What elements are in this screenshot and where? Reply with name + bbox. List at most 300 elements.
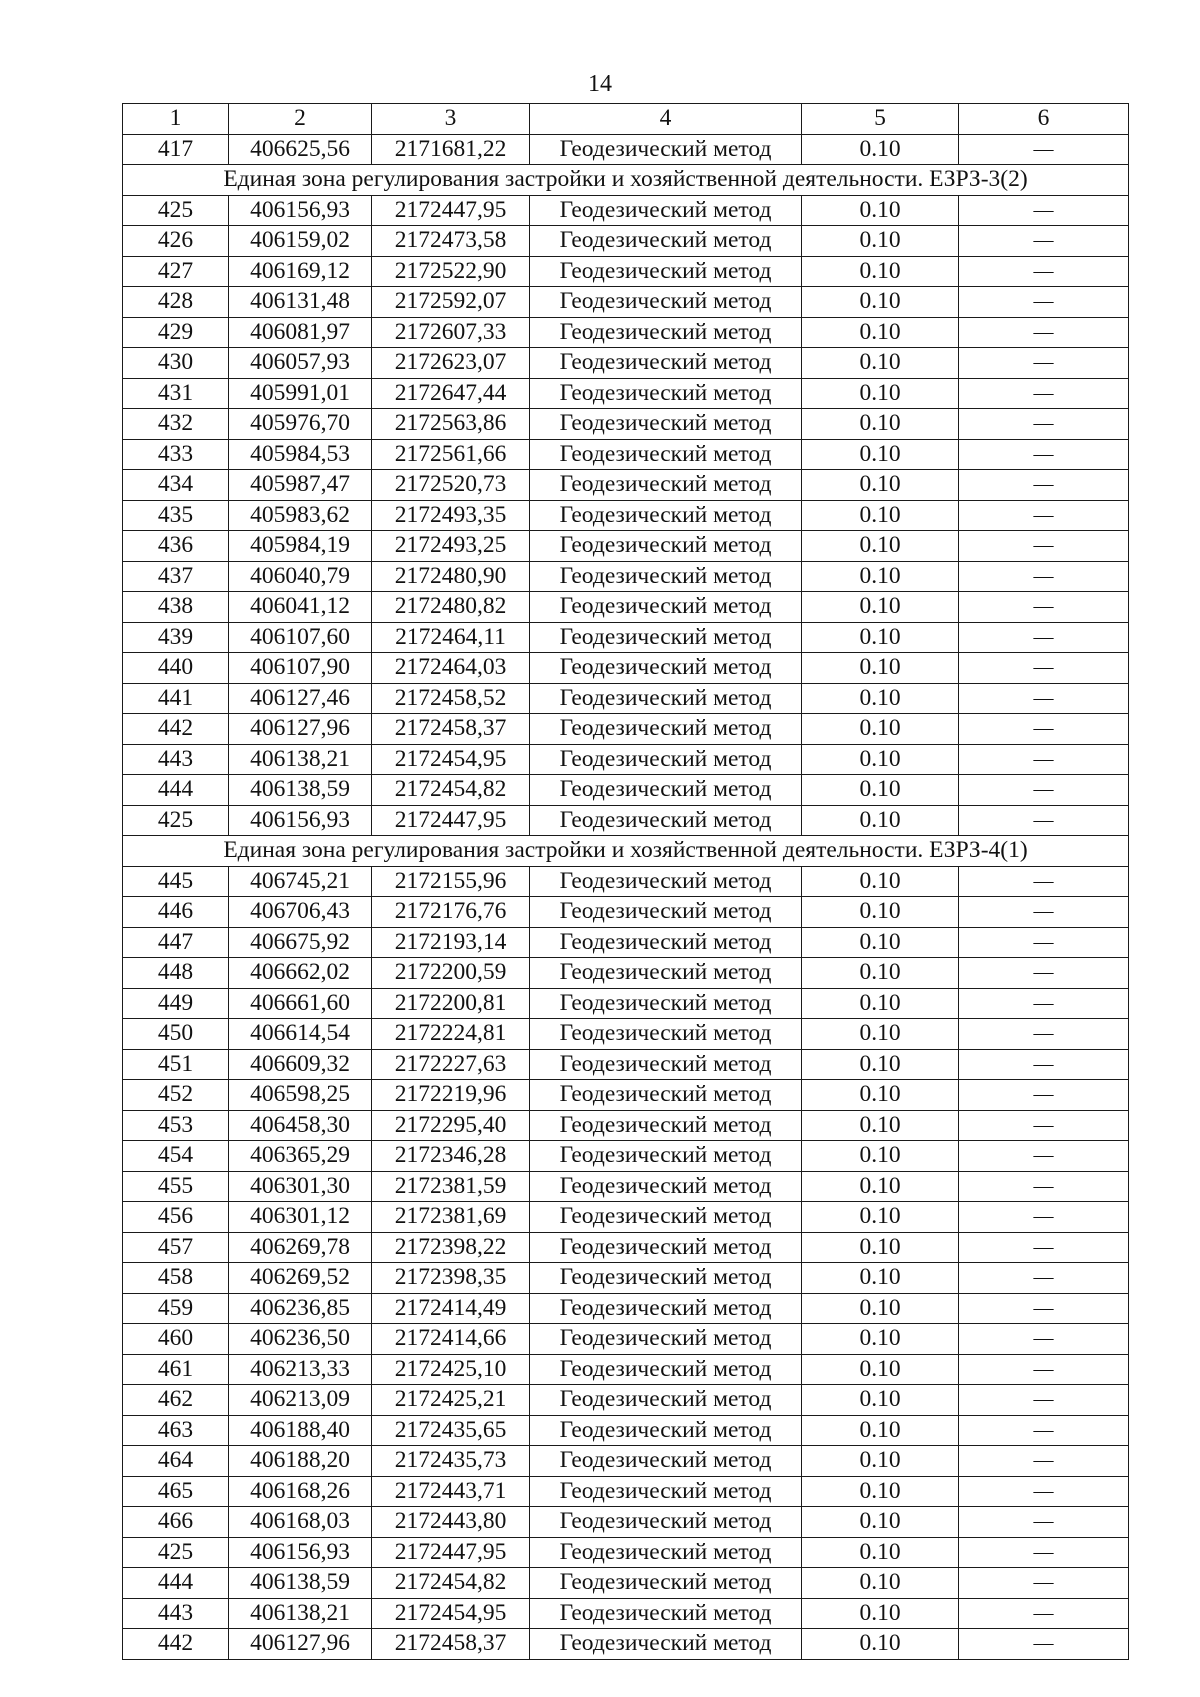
y-coordinate-cell: 2172480,90 (372, 561, 530, 592)
y-coordinate-cell: 2172561,66 (372, 439, 530, 470)
column-header: 5 (802, 104, 959, 135)
table-row (123, 744, 1129, 775)
table-row (123, 958, 1129, 989)
x-coordinate-cell: 405983,62 (229, 500, 372, 531)
y-coordinate-cell: 2172295,40 (372, 1110, 530, 1141)
point-number-cell: 434 (123, 470, 229, 501)
table-row (123, 1385, 1129, 1416)
x-coordinate-cell: 406041,12 (229, 592, 372, 623)
accuracy-cell: 0.10 (802, 409, 959, 440)
accuracy-cell: 0.10 (802, 317, 959, 348)
x-coordinate-cell: 406188,20 (229, 1446, 372, 1477)
x-coordinate-cell: 406236,85 (229, 1293, 372, 1324)
x-coordinate-cell: 406269,78 (229, 1232, 372, 1263)
note-cell: — (959, 439, 1129, 470)
accuracy-cell: 0.10 (802, 1263, 959, 1294)
point-number-cell: 428 (123, 287, 229, 318)
accuracy-cell: 0.10 (802, 1293, 959, 1324)
accuracy-cell: 0.10 (802, 805, 959, 836)
y-coordinate-cell: 2172493,35 (372, 500, 530, 531)
note-cell: — (959, 1354, 1129, 1385)
table-header-row (123, 104, 1129, 135)
note-cell: — (959, 134, 1129, 165)
method-cell: Геодезический метод (530, 1141, 802, 1172)
note-cell: — (959, 1293, 1129, 1324)
method-cell: Геодезический метод (530, 1476, 802, 1507)
x-coordinate-cell: 406168,03 (229, 1507, 372, 1538)
note-cell: — (959, 1568, 1129, 1599)
table-row (123, 1324, 1129, 1355)
note-cell: — (959, 1141, 1129, 1172)
y-coordinate-cell: 2172200,59 (372, 958, 530, 989)
method-cell: Геодезический метод (530, 1629, 802, 1660)
method-cell: Геодезический метод (530, 378, 802, 409)
x-coordinate-cell: 406213,33 (229, 1354, 372, 1385)
accuracy-cell: 0.10 (802, 470, 959, 501)
accuracy-cell: 0.10 (802, 1568, 959, 1599)
note-cell: — (959, 1324, 1129, 1355)
point-number-cell: 443 (123, 1598, 229, 1629)
method-cell: Геодезический метод (530, 134, 802, 165)
point-number-cell: 466 (123, 1507, 229, 1538)
x-coordinate-cell: 406301,12 (229, 1202, 372, 1233)
table-row (123, 1415, 1129, 1446)
table-row (123, 775, 1129, 806)
method-cell: Геодезический метод (530, 256, 802, 287)
note-cell: — (959, 714, 1129, 745)
accuracy-cell: 0.10 (802, 256, 959, 287)
note-cell: — (959, 531, 1129, 562)
method-cell: Геодезический метод (530, 317, 802, 348)
note-cell: — (959, 1263, 1129, 1294)
method-cell: Геодезический метод (530, 1385, 802, 1416)
x-coordinate-cell: 406156,93 (229, 1537, 372, 1568)
page-number: 14 (588, 71, 612, 97)
accuracy-cell: 0.10 (802, 1202, 959, 1233)
note-cell: — (959, 348, 1129, 379)
x-coordinate-cell: 405984,19 (229, 531, 372, 562)
y-coordinate-cell: 2172200,81 (372, 988, 530, 1019)
y-coordinate-cell: 2172447,95 (372, 1537, 530, 1568)
x-coordinate-cell: 406081,97 (229, 317, 372, 348)
method-cell: Геодезический метод (530, 500, 802, 531)
y-coordinate-cell: 2172563,86 (372, 409, 530, 440)
table-row (123, 1110, 1129, 1141)
table-row (123, 1171, 1129, 1202)
y-coordinate-cell: 2172454,95 (372, 744, 530, 775)
x-coordinate-cell: 405987,47 (229, 470, 372, 501)
accuracy-cell: 0.10 (802, 653, 959, 684)
table-row (123, 897, 1129, 928)
accuracy-cell: 0.10 (802, 1385, 959, 1416)
note-cell: — (959, 1415, 1129, 1446)
table-row (123, 1568, 1129, 1599)
point-number-cell: 447 (123, 927, 229, 958)
method-cell: Геодезический метод (530, 958, 802, 989)
y-coordinate-cell: 2172346,28 (372, 1141, 530, 1172)
note-cell: — (959, 653, 1129, 684)
y-coordinate-cell: 2172414,66 (372, 1324, 530, 1355)
point-number-cell: 444 (123, 1568, 229, 1599)
table-row (123, 1232, 1129, 1263)
point-number-cell: 458 (123, 1263, 229, 1294)
method-cell: Геодезический метод (530, 775, 802, 806)
x-coordinate-cell: 406138,21 (229, 1598, 372, 1629)
point-number-cell: 431 (123, 378, 229, 409)
method-cell: Геодезический метод (530, 1263, 802, 1294)
y-coordinate-cell: 2172443,80 (372, 1507, 530, 1538)
x-coordinate-cell: 406138,59 (229, 1568, 372, 1599)
table-row (123, 683, 1129, 714)
note-cell: — (959, 592, 1129, 623)
method-cell: Геодезический метод (530, 744, 802, 775)
y-coordinate-cell: 2172473,58 (372, 226, 530, 257)
accuracy-cell: 0.10 (802, 775, 959, 806)
column-header: 4 (530, 104, 802, 135)
table-row (123, 1202, 1129, 1233)
x-coordinate-cell: 406614,54 (229, 1019, 372, 1050)
point-number-cell: 451 (123, 1049, 229, 1080)
accuracy-cell: 0.10 (802, 287, 959, 318)
table-row (123, 1598, 1129, 1629)
y-coordinate-cell: 2172647,44 (372, 378, 530, 409)
table-row (123, 927, 1129, 958)
x-coordinate-cell: 406131,48 (229, 287, 372, 318)
x-coordinate-cell: 406107,90 (229, 653, 372, 684)
point-number-cell: 463 (123, 1415, 229, 1446)
point-number-cell: 425 (123, 195, 229, 226)
point-number-cell: 442 (123, 714, 229, 745)
note-cell: — (959, 1202, 1129, 1233)
table-row (123, 1629, 1129, 1660)
x-coordinate-cell: 406625,56 (229, 134, 372, 165)
point-number-cell: 435 (123, 500, 229, 531)
table-row (123, 134, 1129, 165)
method-cell: Геодезический метод (530, 592, 802, 623)
x-coordinate-cell: 406138,21 (229, 744, 372, 775)
note-cell: — (959, 470, 1129, 501)
table-row (123, 622, 1129, 653)
accuracy-cell: 0.10 (802, 714, 959, 745)
point-number-cell: 443 (123, 744, 229, 775)
x-coordinate-cell: 406301,30 (229, 1171, 372, 1202)
accuracy-cell: 0.10 (802, 1324, 959, 1355)
y-coordinate-cell: 2172224,81 (372, 1019, 530, 1050)
method-cell: Геодезический метод (530, 1202, 802, 1233)
method-cell: Геодезический метод (530, 470, 802, 501)
accuracy-cell: 0.10 (802, 1080, 959, 1111)
y-coordinate-cell: 2172522,90 (372, 256, 530, 287)
x-coordinate-cell: 406675,92 (229, 927, 372, 958)
point-number-cell: 454 (123, 1141, 229, 1172)
point-number-cell: 461 (123, 1354, 229, 1385)
column-header: 2 (229, 104, 372, 135)
y-coordinate-cell: 2172193,14 (372, 927, 530, 958)
accuracy-cell: 0.10 (802, 958, 959, 989)
y-coordinate-cell: 2172447,95 (372, 805, 530, 836)
accuracy-cell: 0.10 (802, 1171, 959, 1202)
y-coordinate-cell: 2172425,21 (372, 1385, 530, 1416)
note-cell: — (959, 317, 1129, 348)
accuracy-cell: 0.10 (802, 348, 959, 379)
point-number-cell: 429 (123, 317, 229, 348)
y-coordinate-cell: 2172435,73 (372, 1446, 530, 1477)
table-row (123, 287, 1129, 318)
note-cell: — (959, 1080, 1129, 1111)
accuracy-cell: 0.10 (802, 1354, 959, 1385)
y-coordinate-cell: 2172454,82 (372, 775, 530, 806)
accuracy-cell: 0.10 (802, 500, 959, 531)
y-coordinate-cell: 2172227,63 (372, 1049, 530, 1080)
note-cell: — (959, 1629, 1129, 1660)
section-title: Единая зона регулирования застройки и хозяйственной деятельности. ЕЗРЗ-4(1) (123, 836, 1129, 867)
coordinates-table (122, 103, 1129, 1660)
table-row (123, 592, 1129, 623)
y-coordinate-cell: 2172219,96 (372, 1080, 530, 1111)
accuracy-cell: 0.10 (802, 561, 959, 592)
point-number-cell: 453 (123, 1110, 229, 1141)
note-cell: — (959, 927, 1129, 958)
x-coordinate-cell: 406040,79 (229, 561, 372, 592)
accuracy-cell: 0.10 (802, 622, 959, 653)
method-cell: Геодезический метод (530, 653, 802, 684)
method-cell: Геодезический метод (530, 1049, 802, 1080)
note-cell: — (959, 897, 1129, 928)
accuracy-cell: 0.10 (802, 683, 959, 714)
y-coordinate-cell: 2172520,73 (372, 470, 530, 501)
y-coordinate-cell: 2172447,95 (372, 195, 530, 226)
note-cell: — (959, 805, 1129, 836)
table-row (123, 1263, 1129, 1294)
point-number-cell: 417 (123, 134, 229, 165)
column-header: 3 (372, 104, 530, 135)
accuracy-cell: 0.10 (802, 1110, 959, 1141)
method-cell: Геодезический метод (530, 195, 802, 226)
table-row (123, 1080, 1129, 1111)
method-cell: Геодезический метод (530, 1110, 802, 1141)
y-coordinate-cell: 2172381,69 (372, 1202, 530, 1233)
method-cell: Геодезический метод (530, 1171, 802, 1202)
y-coordinate-cell: 2172493,25 (372, 531, 530, 562)
method-cell: Геодезический метод (530, 897, 802, 928)
point-number-cell: 455 (123, 1171, 229, 1202)
y-coordinate-cell: 2171681,22 (372, 134, 530, 165)
note-cell: — (959, 1049, 1129, 1080)
method-cell: Геодезический метод (530, 1354, 802, 1385)
table-row (123, 256, 1129, 287)
note-cell: — (959, 1385, 1129, 1416)
x-coordinate-cell: 406188,40 (229, 1415, 372, 1446)
method-cell: Геодезический метод (530, 622, 802, 653)
accuracy-cell: 0.10 (802, 1507, 959, 1538)
point-number-cell: 464 (123, 1446, 229, 1477)
note-cell: — (959, 287, 1129, 318)
method-cell: Геодезический метод (530, 714, 802, 745)
note-cell: — (959, 1446, 1129, 1477)
y-coordinate-cell: 2172425,10 (372, 1354, 530, 1385)
note-cell: — (959, 226, 1129, 257)
accuracy-cell: 0.10 (802, 1446, 959, 1477)
section-title: Единая зона регулирования застройки и хозяйственной деятельности. ЕЗРЗ-3(2) (123, 165, 1129, 196)
x-coordinate-cell: 406168,26 (229, 1476, 372, 1507)
note-cell: — (959, 866, 1129, 897)
x-coordinate-cell: 406213,09 (229, 1385, 372, 1416)
method-cell: Геодезический метод (530, 1537, 802, 1568)
note-cell: — (959, 195, 1129, 226)
y-coordinate-cell: 2172458,37 (372, 1629, 530, 1660)
accuracy-cell: 0.10 (802, 1141, 959, 1172)
accuracy-cell: 0.10 (802, 927, 959, 958)
accuracy-cell: 0.10 (802, 195, 959, 226)
note-cell: — (959, 378, 1129, 409)
table-row (123, 1537, 1129, 1568)
method-cell: Геодезический метод (530, 1232, 802, 1263)
method-cell: Геодезический метод (530, 1324, 802, 1355)
y-coordinate-cell: 2172464,11 (372, 622, 530, 653)
point-number-cell: 449 (123, 988, 229, 1019)
table-row (123, 439, 1129, 470)
section-header-row (123, 836, 1129, 867)
x-coordinate-cell: 406706,43 (229, 897, 372, 928)
note-cell: — (959, 409, 1129, 440)
y-coordinate-cell: 2172458,52 (372, 683, 530, 714)
point-number-cell: 441 (123, 683, 229, 714)
method-cell: Геодезический метод (530, 439, 802, 470)
point-number-cell: 438 (123, 592, 229, 623)
accuracy-cell: 0.10 (802, 531, 959, 562)
point-number-cell: 460 (123, 1324, 229, 1355)
method-cell: Геодезический метод (530, 988, 802, 1019)
accuracy-cell: 0.10 (802, 226, 959, 257)
note-cell: — (959, 1598, 1129, 1629)
y-coordinate-cell: 2172480,82 (372, 592, 530, 623)
x-coordinate-cell: 406745,21 (229, 866, 372, 897)
y-coordinate-cell: 2172398,22 (372, 1232, 530, 1263)
x-coordinate-cell: 406156,93 (229, 195, 372, 226)
note-cell: — (959, 744, 1129, 775)
x-coordinate-cell: 406156,93 (229, 805, 372, 836)
point-number-cell: 445 (123, 866, 229, 897)
x-coordinate-cell: 406269,52 (229, 1263, 372, 1294)
x-coordinate-cell: 406365,29 (229, 1141, 372, 1172)
y-coordinate-cell: 2172398,35 (372, 1263, 530, 1294)
note-cell: — (959, 561, 1129, 592)
accuracy-cell: 0.10 (802, 1232, 959, 1263)
x-coordinate-cell: 406159,02 (229, 226, 372, 257)
point-number-cell: 440 (123, 653, 229, 684)
x-coordinate-cell: 405976,70 (229, 409, 372, 440)
accuracy-cell: 0.10 (802, 1476, 959, 1507)
table-row (123, 1476, 1129, 1507)
table-row (123, 378, 1129, 409)
x-coordinate-cell: 406127,46 (229, 683, 372, 714)
accuracy-cell: 0.10 (802, 1415, 959, 1446)
table-row (123, 500, 1129, 531)
column-header: 6 (959, 104, 1129, 135)
point-number-cell: 426 (123, 226, 229, 257)
accuracy-cell: 0.10 (802, 1019, 959, 1050)
point-number-cell: 436 (123, 531, 229, 562)
method-cell: Геодезический метод (530, 287, 802, 318)
method-cell: Геодезический метод (530, 1507, 802, 1538)
x-coordinate-cell: 406057,93 (229, 348, 372, 379)
method-cell: Геодезический метод (530, 1568, 802, 1599)
x-coordinate-cell: 406169,12 (229, 256, 372, 287)
y-coordinate-cell: 2172607,33 (372, 317, 530, 348)
table-row (123, 805, 1129, 836)
note-cell: — (959, 775, 1129, 806)
y-coordinate-cell: 2172176,76 (372, 897, 530, 928)
table-row (123, 866, 1129, 897)
x-coordinate-cell: 406662,02 (229, 958, 372, 989)
table-row (123, 988, 1129, 1019)
table-row (123, 1446, 1129, 1477)
table-row (123, 1354, 1129, 1385)
point-number-cell: 442 (123, 1629, 229, 1660)
x-coordinate-cell: 405991,01 (229, 378, 372, 409)
note-cell: — (959, 1232, 1129, 1263)
y-coordinate-cell: 2172592,07 (372, 287, 530, 318)
method-cell: Геодезический метод (530, 1415, 802, 1446)
x-coordinate-cell: 406127,96 (229, 714, 372, 745)
x-coordinate-cell: 406661,60 (229, 988, 372, 1019)
accuracy-cell: 0.10 (802, 1537, 959, 1568)
method-cell: Геодезический метод (530, 409, 802, 440)
accuracy-cell: 0.10 (802, 1598, 959, 1629)
table-row (123, 1019, 1129, 1050)
note-cell: — (959, 1507, 1129, 1538)
method-cell: Геодезический метод (530, 1446, 802, 1477)
table-row (123, 348, 1129, 379)
accuracy-cell: 0.10 (802, 134, 959, 165)
table-row (123, 1507, 1129, 1538)
point-number-cell: 462 (123, 1385, 229, 1416)
point-number-cell: 465 (123, 1476, 229, 1507)
point-number-cell: 427 (123, 256, 229, 287)
method-cell: Геодезический метод (530, 683, 802, 714)
accuracy-cell: 0.10 (802, 439, 959, 470)
table-row (123, 561, 1129, 592)
note-cell: — (959, 500, 1129, 531)
accuracy-cell: 0.10 (802, 1049, 959, 1080)
y-coordinate-cell: 2172458,37 (372, 714, 530, 745)
x-coordinate-cell: 405984,53 (229, 439, 372, 470)
table-row (123, 1141, 1129, 1172)
accuracy-cell: 0.10 (802, 378, 959, 409)
x-coordinate-cell: 406127,96 (229, 1629, 372, 1660)
accuracy-cell: 0.10 (802, 1629, 959, 1660)
accuracy-cell: 0.10 (802, 897, 959, 928)
point-number-cell: 439 (123, 622, 229, 653)
point-number-cell: 446 (123, 897, 229, 928)
point-number-cell: 425 (123, 805, 229, 836)
note-cell: — (959, 988, 1129, 1019)
y-coordinate-cell: 2172414,49 (372, 1293, 530, 1324)
point-number-cell: 425 (123, 1537, 229, 1568)
table-row (123, 531, 1129, 562)
method-cell: Геодезический метод (530, 531, 802, 562)
accuracy-cell: 0.10 (802, 592, 959, 623)
x-coordinate-cell: 406458,30 (229, 1110, 372, 1141)
note-cell: — (959, 1476, 1129, 1507)
table-row (123, 195, 1129, 226)
table-body (123, 134, 1129, 1659)
y-coordinate-cell: 2172435,65 (372, 1415, 530, 1446)
note-cell: — (959, 1110, 1129, 1141)
note-cell: — (959, 1019, 1129, 1050)
method-cell: Геодезический метод (530, 1598, 802, 1629)
method-cell: Геодезический метод (530, 1293, 802, 1324)
